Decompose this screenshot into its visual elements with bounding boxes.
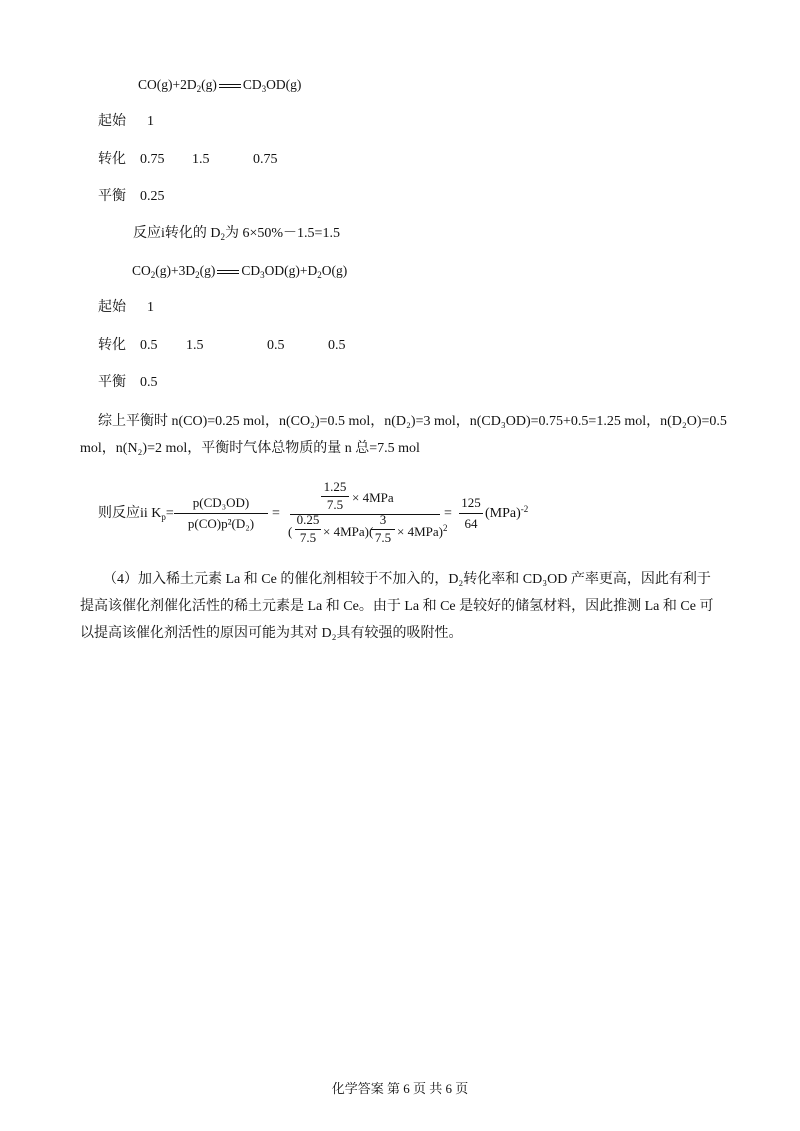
r2-row-change-v1: 0.5	[140, 338, 158, 353]
kp-big-num-frac-den: 7.5	[326, 497, 344, 512]
summary-line-2: mol，n(N₂)=2 mol，平衡时气体总物质的量 n 总=7.5 mol	[80, 441, 420, 456]
r1-row-change-v3: 0.75	[253, 152, 278, 167]
kp-den-b-num: 3	[379, 512, 387, 527]
r2-row-change-v4: 0.5	[328, 338, 346, 353]
r1-row-change-label: 转化	[98, 152, 126, 167]
kp-equals-2: =	[444, 506, 452, 521]
kp-big-num-tail: × 4MPa	[352, 490, 394, 505]
kp-den-a-den: 7.5	[299, 530, 317, 545]
kp-den-b-tail: × 4MPa)$^2$	[397, 523, 448, 539]
r2-row-change-v2: 1.5	[186, 338, 204, 353]
kp-big-num-frac-num: 1.25	[323, 479, 347, 494]
kp-den-open: (	[288, 524, 293, 539]
kp-result-bar	[459, 513, 483, 514]
summary-line-1: 综上平衡时 n(CO)=0.25 mol，n(CO₂)=0.5 mol，n(D₂)=3 mol，n(CD₃OD)=0.75+0.5=1.25 mol，n(D₂O)=0.5	[98, 414, 727, 429]
reaction2-equation: $CO_2(g)+3D_2(g)$ $CD_3OD(g)+D_2O(g)$	[132, 263, 348, 280]
kp-result-den: 64	[464, 516, 478, 531]
r1-row-start-label: 起始	[98, 114, 126, 129]
kp-den-a-num: 0.25	[296, 512, 320, 527]
r2-row-eq-label: 平衡	[98, 375, 126, 390]
kp-den-b-den: 7.5	[374, 530, 392, 545]
r1-row-change-v1: 0.75	[140, 152, 165, 167]
equilibrium-arrow-icon	[217, 269, 239, 275]
kp-unit: (MPa)$^{-2}$	[485, 504, 529, 521]
kp-den-a-tail: × 4MPa)(	[323, 524, 374, 539]
r1-row-start-v1: 1	[147, 114, 154, 129]
r2-row-change-label: 转化	[98, 338, 126, 353]
kp-lhs-bar	[174, 513, 268, 514]
r2-row-change-v3: 0.5	[267, 338, 285, 353]
kp-lhs-numerator: p(CD₃OD)	[192, 495, 250, 510]
r2-row-start-label: 起始	[98, 300, 126, 315]
page-footer: 化学答案 第 6 页 共 6 页	[331, 1081, 469, 1096]
transition-line: 反应i转化的 $D_2$为 6×50%－1.5=1.5	[133, 226, 340, 242]
r2-row-start-v1: 1	[147, 300, 154, 315]
part4-paragraph: （4）加入稀土元素 La 和 Ce 的催化剂相较于不加入的，D₂转化率和 CD₃OD 产率更高，因此有利于提高该催化剂催化活性的稀土元素是 La 和 Ce。由于 La 和 Ce 是较好的储氢材料，因此推测 La 和 Ce 可以提高该催化剂活性的原因可能为其对 D₂具有较强的吸附性。	[80, 572, 714, 641]
r1-row-eq-v1: 0.25	[140, 189, 165, 204]
r1-row-change-v2: 1.5	[192, 152, 210, 167]
kp-result-num: 125	[461, 495, 481, 510]
r2-row-eq-v1: 0.5	[140, 375, 158, 390]
kp-lhs-denominator: p(CO)p²(D₂)	[187, 516, 255, 531]
r1-row-eq-label: 平衡	[98, 189, 126, 204]
reaction1-equation: $CO(g)+2D_2(g)$ $CD_3OD(g)$	[138, 77, 302, 94]
kp-equals-1: =	[272, 506, 280, 521]
kp-prefix: 则反应ii $K_p=$	[98, 506, 174, 522]
equilibrium-arrow-icon	[219, 83, 241, 89]
